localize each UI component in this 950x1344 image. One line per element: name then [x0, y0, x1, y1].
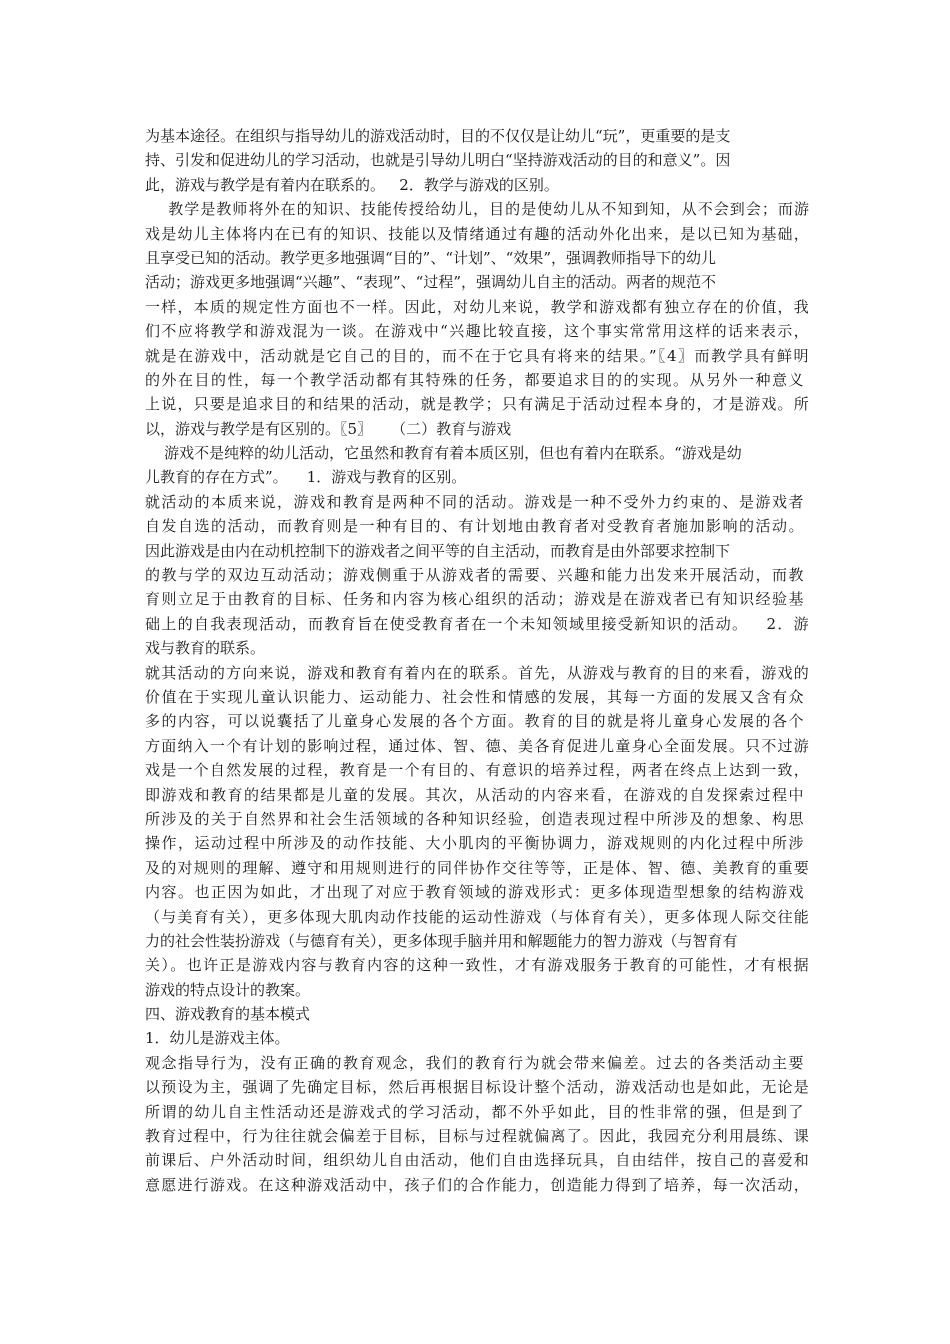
text-line: 前课后、户外活动时间，组织幼儿自由活动，他们自由选择玩具，自由结伴，按自己的喜爱和: [145, 1151, 810, 1170]
text-line: 方面纳入一个有计划的影响过程，通过体、智、德、美各育促进儿童身心全面发展。只不过游: [145, 736, 810, 755]
text-line: 的教与学的双边互动活动；游戏侧重于从游戏者的需要、兴趣和能力出发来开展活动，而教: [145, 566, 806, 585]
text-line: 价值在于实现儿童认识能力、运动能力、社会性和情感的发展，其每一方面的发展又含有众: [145, 687, 806, 706]
text-line: 以预设为主，强调了先确定目标，然后再根据目标设计整个活动，游戏活动也是如此，无论是: [145, 1078, 810, 1097]
text-line: 观念指导行为，没有正确的教育观念，我们的教育行为就会带来偏差。过去的各类活动主要: [145, 1053, 806, 1072]
text-line: 就其活动的方向来说，游戏和教育有着内在的联系。首先，从游戏与教育的目的来看，游戏的: [145, 663, 810, 682]
text-line: 所涉及的关于自然界和社会生活领域的各种知识经验，创造表现过程中所涉及的想象、构思: [145, 809, 806, 828]
text-line: 四、游戏教育的基本模式: [145, 1005, 311, 1024]
text-line: 一样，本质的规定性方面也不一样。因此，对幼儿来说，教学和游戏都有独立存在的价值，我: [145, 297, 810, 316]
text-line: 操作，运动过程中所涉及的动作技能、大小肌肉的平衡协调力，游戏规则的内化过程中所涉: [145, 834, 806, 853]
text-line: 以，游戏与教学是有区别的。〖5〗 （二）教育与游戏: [145, 419, 512, 438]
text-line: 意愿进行游戏。在这种游戏活动中，孩子们的合作能力，创造能力得到了培养，每一次活动，: [145, 1175, 810, 1194]
text-line: 儿教育的存在方式”。 1．游戏与教育的区别。: [145, 468, 467, 487]
text-line: 的外在目的性，每一个教学活动都有其特殊的任务，都要追求目的的实现。从另外一种意义: [145, 370, 806, 389]
text-line: 多的内容，可以说囊括了儿童身心发展的各个方面。教育的目的就是将儿童身心发展的各个: [145, 712, 806, 731]
text-line: 为基本途径。在组织与指导幼儿的游戏活动时，目的不仅仅是让幼儿“玩”，更重要的是支: [145, 127, 731, 145]
text-line: 活动；游戏更多地强调“兴趣”、“表现”、“过程”，强调幼儿自主的活动。两者的规范不: [145, 273, 717, 292]
text-line: 上说，只要是追求目的和结果的活动，就是教学；只有满足于活动过程本身的，才是游戏。所: [145, 395, 810, 414]
text-line: 们不应将教学和游戏混为一谈。在游戏中“兴趣比较直接，这个事实常常用这样的话来表示，: [145, 322, 810, 341]
text-line: 因此游戏是由内在动机控制下的游戏者之间平等的自主活动，而教育是由外部要求控制下: [145, 541, 731, 560]
text-line: 内容。也正因为如此，才出现了对应于教育领域的游戏形式：更多体现造型想象的结构游戏: [145, 883, 806, 902]
text-line: 础上的自我表现活动，而教育旨在使受教育者在一个未知领域里接受新知识的活动。 2．游: [145, 614, 810, 633]
text-line: 戏是一个自然发展的过程，教育是一个有目的、有意识的培养过程，两者在终点上达到一致，: [145, 761, 810, 780]
text-line: 游戏的特点设计的教案。: [145, 980, 311, 999]
text-line: 即游戏和教育的结果都是儿童的发展。其次，从活动的内容来看，在游戏的自发探索过程中: [145, 785, 806, 804]
text-line: （与美育有关），更多体现大肌肉动作技能的运动性游戏（与体育有关），更多体现人际交往能: [145, 907, 810, 926]
text-line: 就是在游戏中，活动就是它自己的目的，而不在于它具有将来的结果。”〖4〗而教学具有鲜明: [145, 346, 810, 365]
text-line: 持、引发和促进幼儿的学习活动，也就是引导幼儿明白“坚持游戏活动的目的和意义”。因: [145, 151, 731, 170]
text-line: 1．幼儿是游戏主体。: [145, 1029, 290, 1048]
text-line: 游戏不是纯粹的幼儿活动，它虽然和教育有着本质区别，但也有着内在联系。“游戏是幼: [145, 444, 742, 463]
text-line: 戏与教育的联系。: [145, 639, 266, 658]
text-line: 教育过程中，行为往往就会偏差于目标，目标与过程就偏离了。因此，我园充分利用晨练、课: [145, 1127, 810, 1146]
text-line: 育则立足于由教育的目标、任务和内容为核心组织的活动；游戏是在游戏者已有知识经验基: [145, 590, 806, 609]
text-line: 此，游戏与教学是有着内在联系的。 2．教学与游戏的区别。: [145, 175, 559, 194]
document-page: [145, 124, 810, 1197]
text-line: 关）。也许正是游戏内容与教育内容的这种一致性，才有游戏服务于教育的可能性，才有根据: [145, 956, 810, 975]
text-line: 力的社会性装扮游戏（与德育有关），更多体现手脑并用和解题能力的智力游戏（与智育有: [145, 931, 738, 950]
text-line: 且享受已知的活动。教学更多地强调“目的”、“计划”、“效果”，强调教师指导下的幼儿: [145, 248, 717, 267]
text-line: 戏是幼儿主体将内在已有的知识、技能以及情绪通过有趣的活动外化出来，是以已知为基础，: [145, 224, 810, 243]
text-line: 所谓的幼儿自主性活动还是游戏式的学习活动，都不外乎如此，目的性非常的强，但是到了: [145, 1102, 806, 1121]
text-line: 就活动的本质来说，游戏和教育是两种不同的活动。游戏是一种不受外力约束的、是游戏者: [145, 492, 806, 511]
text-line: 自发自选的活动，而教育则是一种有目的、有计划地由教育者对受教育者施加影响的活动。: [145, 517, 806, 536]
text-line: 及的对规则的理解、遵守和用规则进行的同伴协作交往等等，正是体、智、德、美教育的重要: [145, 858, 810, 877]
text-line: 教学是教师将外在的知识、技能传授给幼儿，目的是使幼儿从不知到知，从不会到会；而游: [145, 200, 810, 219]
